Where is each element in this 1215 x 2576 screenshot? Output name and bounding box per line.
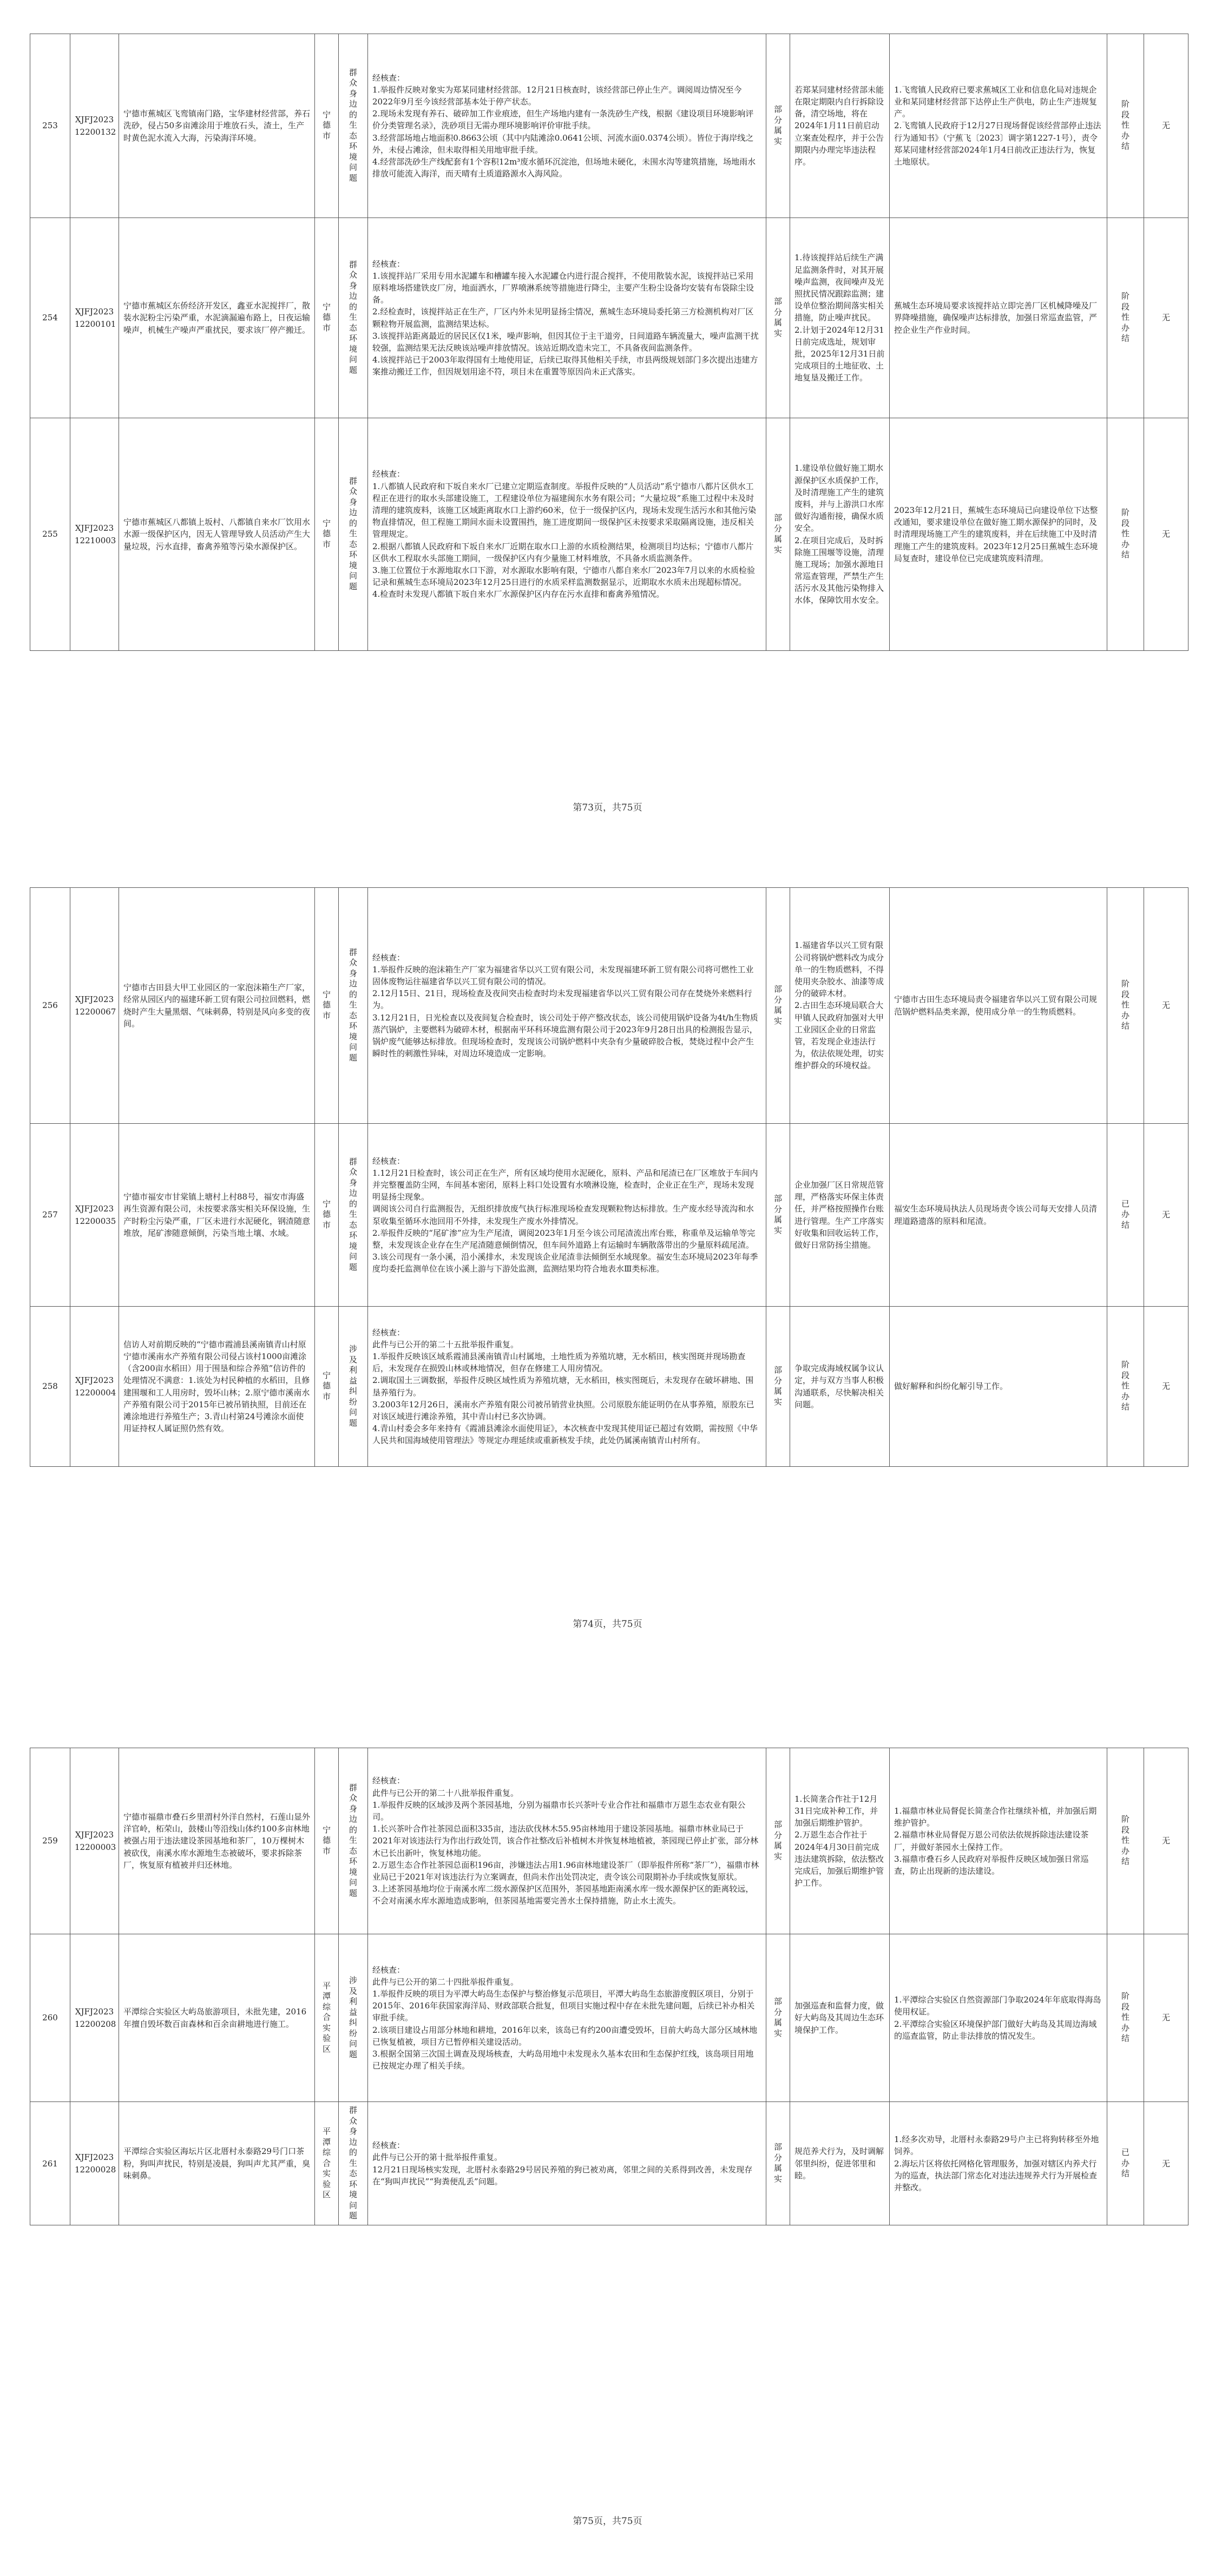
- accountability: 无: [1144, 34, 1188, 218]
- row-number: 257: [30, 1124, 70, 1307]
- complaint-description: 宁德市古田县大甲工业园区的一家泡沫箱生产厂家，经常从园区内的福建环新工贸有限公司拉回燃料，燃烧时产生大量黑烟、气味刺鼻，特别是风向多变的夜间。: [119, 888, 315, 1124]
- completion-stage: 阶段性办结: [1121, 1814, 1129, 1867]
- case-code: XJFJ2023 12200132: [70, 34, 119, 218]
- case-code: XJFJ2023 12200004: [70, 1307, 119, 1467]
- investigation-detail: 经核查： 此件与已公开的第二十五批举报件重复。 1.举报件反映该区域系霞浦县溪南镇青山村属地，土地性质为养殖坑塘，无水稻田，核实图斑并现场勘查后，未发现存在损毁山林或林地情况，但存在修建工人用房情况。 2.调取国土三调数据，举报件反映区域性质为养殖坑塘，无水稻田，核实图斑后，未发现存在破坏耕地、围垦养殖行为。 3.2003年12月26日，溪南水产养殖有限公司被吊销营业执照。公司原股东能证明仍在从事养殖，原股东已对该区域进行滩涂养殖，其中青山村已多次协调。 4.青山村委会多年来持有《霞浦县滩涂水面使用证》，本次核查中发现其使用证已超过有效期，需按照《中华人民共和国海域使用管理法》等规定办理延续或重新核发手续，此处仍属溪南镇青山村所有。: [368, 1307, 766, 1467]
- completion-stage: 已办结: [1121, 1198, 1129, 1230]
- case-code: XJFJ2023 12200101: [70, 218, 119, 418]
- table-row: [30, 34, 1188, 218]
- completion-stage: 阶段性办结: [1121, 1991, 1129, 2044]
- table-row: [30, 1124, 1188, 1307]
- table-row: [30, 888, 1188, 1124]
- investigation-detail: 经核查： 此件与已公开的第十批举报件重复。 12月21日现场核实发现，北厝村永泰路29号居民养殖的狗已被劝离，邻里之间的关系得到改善，未发现存在“狗叫声扰民”“狗粪便乱丢”问题。: [368, 2102, 766, 2225]
- issue-type: 涉及利益纠纷问题: [349, 1344, 357, 1428]
- verification-status: 部分属实: [773, 1820, 782, 1861]
- city: 宁德市: [322, 1370, 331, 1401]
- rectification-measures: 规范养犬行为，及时调解邻里纠纷，促进邻里和睦。: [790, 2102, 890, 2225]
- page-footer: 第73页，共75页: [573, 802, 642, 813]
- investigation-detail: 经核查： 1.举报件反映对象实为郑某同建材经营部。12月21日核查时，该经营部已停止生产。调阅周边情况至今2022年9月至今该经营部基本处于停产状态。 2.现场未发现有养石、破碎加工作业痕迹，但生产场地内建有一条洗砂生产线，根据《建设项目环境影响评价分类管理名录》，洗砂项目无需办理环境影响评价审批手续。 3.经营部场地占地面积0.8663公顷（其中内陆滩涂0.0641公顷、河流水面0.0374公顷）。皆位于海岸线之外，未侵占滩涂，但未取得相关用地审批手续。 4.经营部洗砂生产线配套有1个容积12m³废水循环沉淀池，但场地未硬化，未围水沟等建筑措施，场地雨水排放可能流入海洋，而天晴有土质道路源水入海风险。: [368, 34, 766, 218]
- table-row: [30, 2102, 1188, 2225]
- issue-type: 群众身边的生态环境问题: [349, 67, 357, 183]
- handling-result: 宁德市古田生态环境局责令福建省华以兴工贸有限公司规范锅炉燃料品类来源，使用成分单一的生物质燃料。: [890, 888, 1107, 1124]
- table-section-page-75: [30, 1748, 1188, 2225]
- complaint-description: 宁德市蕉城区飞鸾镇南门路，宝华建材经营部，养石洗砂，侵占50多亩滩涂用于堆放石头，渣土，生产时黄色泥水流入大海，污染海洋环境。: [119, 34, 315, 218]
- verification-status: 部分属实: [773, 984, 782, 1026]
- handling-result: 做好解释和纠纷化解引导工作。: [890, 1307, 1107, 1467]
- rectification-measures: 1.福建省华以兴工贸有限公司将锅炉燃料改为成分单一的生物质燃料，不得使用夹杂胶水、油漆等成分的破碎木材。 2.古田生态环境局联合大甲镇人民政府加强对大甲工业园区企业的日常监管，若发现企业违法行为，依法依规处理，切实维护群众的环境权益。: [790, 888, 890, 1124]
- complaint-table: [30, 1748, 1188, 2225]
- city: 宁德市: [322, 989, 331, 1020]
- issue-type: 群众身边的生态环境问题: [349, 476, 357, 591]
- row-number: 260: [30, 1934, 70, 2102]
- rectification-measures: 企业加强厂区日常规范管理，严格落实环保主体责任，并严格按照操作台账进行管理。生产工序落实好收集和回收运转工作，做好日常防扬尘措施。: [790, 1124, 890, 1307]
- completion-stage: 阶段性办结: [1121, 979, 1129, 1031]
- row-number: 255: [30, 418, 70, 651]
- row-number: 256: [30, 888, 70, 1124]
- issue-type: 群众身边的生态环境问题: [349, 1782, 357, 1898]
- complaint-table: [30, 34, 1188, 651]
- accountability: 无: [1144, 418, 1188, 651]
- handling-result: 福安生态环境局执法人员现场责令该公司每天安排人员清理道路遗落的原料和尾渣。: [890, 1124, 1107, 1307]
- row-number: 258: [30, 1307, 70, 1467]
- row-number: 259: [30, 1748, 70, 1934]
- issue-type: 群众身边的生态环境问题: [349, 947, 357, 1063]
- investigation-detail: 经核查： 此件与已公开的第二十四批举报件重复。 1.举报件反映的项目为平潭大屿岛生态保护与整治修复示范项目，平潭大屿岛生态旅游度假区项目，分别于2015年、2016年获国家海洋局、财政部联合批复，但项目实施过程中存在未批先建问题，后续已补办相关审批手续。 2.该项目建设占用部分林地和耕地，2016年以来，该岛已有约200亩遭受毁坏，目前大屿岛大部分区域林地已恢复植被，项目方已暂停相关建设活动。 3.根据全国第三次国土调查及现场核查，大屿岛用地中未发现永久基本农田和生态保护红线，该岛项目用地已按规定办理了相关手续。: [368, 1934, 766, 2102]
- verification-status: 部分属实: [773, 297, 782, 338]
- completion-stage: 阶段性办结: [1121, 1360, 1129, 1412]
- row-number: 254: [30, 218, 70, 418]
- investigation-detail: 经核查： 此件与已公开的第二十八批举报件重复。 1.举报件反映的区域涉及两个茶园基地，分别为福鼎市长兴茶叶专业合作社和福鼎市万恩生态农业有限公司。 1.长兴茶叶合作社茶园总面积335亩，违法砍伐林木55.95亩林地用于建设茶园基地。福鼎市林业局已于2021年对该违法行为作出行政处罚，该合作社整改后补植树木并恢复林地植被，茶园现已停止扩张，部分林木已长出新叶，恢复林地功能。 2.万恩生态合作社茶园总面积196亩，涉嫌违法占用1.96亩林地建设茶厂（即举报件所称“茶厂”），福鼎市林业局已于2021年对该违法行为立案调查，但尚未作出处罚决定，责令该公司限期补办手续或恢复原状。 3.上述茶园基地均位于南溪水库二级水源保护区范围外，茶园基地距南溪水库一级水源保护区的距离较远，不会对南溪水库水源地造成影响，但茶园基地需要完善水土保持措施，防止水土流失。: [368, 1748, 766, 1934]
- rectification-measures: 争取完成海域权属争议认定，并与双方当事人积极沟通联系，尽快解决相关问题。: [790, 1307, 890, 1467]
- rectification-measures: 加强巡查和监督力度，做好大屿岛及其周边生态环境保护工作。: [790, 1934, 890, 2102]
- city: 平潭综合实验区: [322, 1980, 331, 2054]
- accountability: 无: [1144, 888, 1188, 1124]
- verification-status: 部分属实: [773, 2142, 782, 2184]
- rectification-measures: 1.建设单位做好施工期水源保护区水质保护工作，及时清理施工产生的建筑废料，并与上游洪口水库做好沟通衔接，确保水质安全。 2.在项目完成后，及时拆除施工围堰等设施，清理施工现场；加强水源地日常巡查管理，严禁生产生活污水及其他污染物排入水体，保障饮用水安全。: [790, 418, 890, 651]
- row-number: 253: [30, 34, 70, 218]
- issue-type: 群众身边的生态环境问题: [349, 259, 357, 375]
- rectification-measures: 1.长简垄合作社于12月31日完成补种工作，并加强后期维护管护。 2.万恩生态合作社于2024年4月30日前完成违法建筑拆除，依法整改完成后，加强后期维护管护工作。: [790, 1748, 890, 1934]
- verification-status: 部分属实: [773, 1194, 782, 1235]
- row-number: 261: [30, 2102, 70, 2225]
- completion-stage: 已办结: [1121, 2147, 1129, 2178]
- complaint-description: 宁德市蕉城区东侨经济开发区，鑫亚水泥搅拌厂，散装水泥粉尘污染严重，水泥滴漏遍布路上，日夜运输噪声，机械生产噪声严重扰民，要求该厂停产搬迁。: [119, 218, 315, 418]
- issue-type: 群众身边的生态环境问题: [349, 2105, 357, 2221]
- complaint-description: 宁德市福安市甘棠镇上塘村上村88号，福安市海盛再生资源有限公司，未按要求落实相关环保设施，生产时粉尘污染严重，厂区未进行水泥硬化，钢渣随意堆放，尾矿渗随意倾倒，污染当地土壤、水域。: [119, 1124, 315, 1307]
- city: 平潭综合实验区: [322, 2126, 331, 2199]
- complaint-description: 平潭综合实验区大屿岛旅游项目，未批先建，2016年擅自毁坏数百亩森林和百余亩耕地进行施工。: [119, 1934, 315, 2102]
- handling-result: 1.经多次劝导，北厝村永泰路29号户主已将狗转移至外地饲养。 2.海坛片区将依托网格化管理服务，加强对辖区内养犬行为的巡查，执法部门常态化对违法违规养犬行为开展检查并整改。: [890, 2102, 1107, 2225]
- table-section-page-73: [30, 34, 1188, 651]
- complaint-description: 信访人对前期反映的“宁德市霞浦县溪南镇青山村原宁德市溪南水产养殖有限公司侵占该村1000亩滩涂（含200亩水稻田）用于围垦和综合养殖”信访件的处理情况不满意：1.该处为村民种植的水稻田，且修建围堰和工人用房时，毁坏山林；2.原宁德市溪南水产养殖有限公司于2015年已被吊销执照，目前还在滩涂地进行养殖生产；3.青山村第24号滩涂水面使用证持权人属证照仍然有效。: [119, 1307, 315, 1467]
- case-code: XJFJ2023 12210003: [70, 418, 119, 651]
- case-code: XJFJ2023 12200003: [70, 1748, 119, 1934]
- completion-stage: 阶段性办结: [1121, 291, 1129, 344]
- handling-result: 1.福鼎市林业局督促长简垄合作社继续补植，并加强后期维护管护。 2.福鼎市林业局督促万恩公司依法依规拆除违法建设茶厂，并做好茶园水土保持工作。 3.福鼎市叠石乡人民政府对举报件反映区域加强日常巡查，防止出现新的违法建设。: [890, 1748, 1107, 1934]
- investigation-detail: 经核查： 1.八都镇人民政府和下坂自来水厂已建立定期巡查制度。举报件反映的“人员活动”系宁德市八都片区供水工程正在进行的取水头部建设施工，工程建设单位为福建闽东水务有限公司；“大量垃圾”系施工过程中未及时清理的建筑废料，该施工区域距离取水口上游约60米，位于一级保护区内，现场未发现生活污水和其他污染物直排情况，但工程施工期间水面未设置围挡，施工进度期间一级保护区未按要求采取隔离设施，违反相关管理规定。 2.根据八都镇人民政府和下坂自来水厂近期在取水口上游的水质检测结果，检测项目均达标；宁德市八都片区供水工程取水头部施工期间，一级保护区内有少量施工材料堆放，不具备水质监测条件。 3.施工位置位于水源地取水口下游，对水源取水影响有限，宁德市八都自来水厂2023年7月以来的水质检验记录和蕉城生态环境局2023年12月25日进行的水质采样监测数据显示，近期取水水质未出现超标情况。 4.检查时未发现八都镇下坂自来水厂水源保护区内存在污水直排和畜禽养殖情况。: [368, 418, 766, 651]
- accountability: 无: [1144, 1748, 1188, 1934]
- table-section-page-74: [30, 887, 1188, 1467]
- city: 宁德市: [322, 301, 331, 333]
- accountability: 无: [1144, 1934, 1188, 2102]
- table-row: [30, 1748, 1188, 1934]
- completion-stage: 阶段性办结: [1121, 508, 1129, 560]
- verification-status: 部分属实: [773, 104, 782, 146]
- investigation-detail: 经核查： 1.举报件反映的泡沫箱生产厂家为福建省华以兴工贸有限公司，未发现福建环新工贸有限公司将可燃性工业固体废物运往福建省华以兴工贸有限公司的情况。 2.12月15日、21日，现场检查及夜间突击检查时均未发现福建省华以兴工贸有限公司存在焚烧外来燃料行为。 3.12月21日，日光检查以及夜间复合检查时，该公司处于停产整改状态，该公司使用锅炉设备为4t/h生物质蒸汽锅炉，主要燃料为破碎木材，根据南平环科环境监测有限公司于2023年9月28日出具的检测报告显示，锅炉废气能够达标排放。但现场检查时，发现该公司锅炉燃料中夹杂有少量破碎胶合板，焚烧过程中会产生瞬时性的刺激性异味，对周边环境造成一定影响。: [368, 888, 766, 1124]
- verification-status: 部分属实: [773, 1997, 782, 2038]
- page-footer: 第75页，共75页: [573, 2516, 642, 2527]
- table-row: [30, 1307, 1188, 1467]
- investigation-detail: 经核查： 1.12月21日检查时，该公司正在生产，所有区域均使用水泥硬化，原料、产品和尾渣已在厂区堆放于车间内并完整覆盖防尘网，车间基本密闭，原料上料口处设置有水喷淋设施，检查时，企业正在生产，现场未发现明显扬尘现象。 调阅该公司自行监测报告，无组织排放废气执行标准现场检查发现颗粒物达标排放。生产废水经导流沟和水泵收集至循环水池回用不外排，未发现生产废水外排情况。 2.举报件反映的“尾矿渗”应为生产尾渣，调阅2023年1月至今该公司尾渣流出库台账，称重单及运输单等完整，未发现该企业存在生产尾渣随意倾倒情况，但车间外道路上有运输时车辆散落带出的少量原料疏尾渣。 3.该公司现有一条小溪，沿小溪排水，未发现该企业尾渣非法倾倒至水域现象。福安生态环境局2023年每季度均委托监测单位在该小溪上游与下游处监测，监测结果均符合地表水Ⅲ类标准。: [368, 1124, 766, 1307]
- case-code: XJFJ2023 12200067: [70, 888, 119, 1124]
- handling-result: 1.平潭综合实验区自然资源部门争取2024年年底取得海岛使用权证。 2.平潭综合实验区环境保护部门做好大屿岛及其周边海域的巡查监管，防止非法排放的情况发生。: [890, 1934, 1107, 2102]
- accountability: 无: [1144, 1307, 1188, 1467]
- rectification-measures: 1.待该搅拌站后续生产满足监测条件时，对其开展噪声监测，夜间噪声及光照扰民情况跟踪监测；建设单位整治期间落实相关措施，防止噪声扰民。 2.计划于2024年12月31日前完成选址，规划审批，2025年12月31日前完成项目的土地征收、土地复垦及搬迁工作。: [790, 218, 890, 418]
- verification-status: 部分属实: [773, 1365, 782, 1407]
- complaint-table: [30, 887, 1188, 1467]
- verification-status: 部分属实: [773, 513, 782, 555]
- city: 宁德市: [322, 518, 331, 549]
- case-code: XJFJ2023 12200028: [70, 2102, 119, 2225]
- issue-type: 群众身边的生态环境问题: [349, 1156, 357, 1272]
- completion-stage: 阶段性办结: [1121, 99, 1129, 151]
- table-row: [30, 418, 1188, 651]
- city: 宁德市: [322, 1198, 331, 1230]
- case-code: XJFJ2023 12200208: [70, 1934, 119, 2102]
- investigation-detail: 经核查： 1.该搅拌站厂采用专用水泥罐车和槽罐车接入水泥罐仓内进行混合搅拌，不使用散装水泥，该搅拌站已采用原料堆场搭建铁皮厂房，地面洒水，厂界喷淋系统等措施进行降尘，主要产生粉尘设备均安装有布袋除尘设备。 2.经检查时，该搅拌站正在生产，厂区内外未见明显扬尘情况，蕉城生态环境局委托第三方检测机构对厂区颗粒物开展监测，监测结果达标。 3.该搅拌站距离最近的居民区仅1米，噪声影响，但因其位于主干道旁，日间道路车辆流量大，噪声监测干扰较强，监测结果无法反映该站噪声排放情况。该站近期改造未完工，不具备夜间监测条件。 4.该搅拌站已于2003年取得国有土地使用证，后续已取得其他相关手续，市县两级规划部门多次提出违建方案推动搬迁工作，但因规划用途不符，项目未在重置等原因尚未正式落实。: [368, 218, 766, 418]
- complaint-description: 平潭综合实验区海坛片区北厝村永泰路29号门口茶粉，狗叫声扰民，特别是凌晨，狗叫声尤其严重，臭味刺鼻。: [119, 2102, 315, 2225]
- complaint-description: 宁德市蕉城区八都镇上坂村、八都镇自来水厂饮用水水源一级保护区内，因无人管理导致人员活动产生大量垃圾，污水直排，畜禽养殖等污染水源保护区。: [119, 418, 315, 651]
- issue-type: 涉及利益纠纷问题: [349, 1975, 357, 2059]
- rectification-measures: 若郑某同建材经营部未能在限定期限内自行拆除设备，清空场地，将在2024年1月11日前启动立案查处程序，并于公告期限内办理完毕违法程序。: [790, 34, 890, 218]
- table-row: [30, 1934, 1188, 2102]
- handling-result: 2023年12月21日，蕉城生态环境局已向建设单位下达整改通知，要求建设单位在做好施工期水源保护的同时，及时清理现场施工产生的建筑废料，并在后续施工中及时清理施工产生的建筑废料。2023年12月25日蕉城生态环境局复查时，建设单位已完成建筑废料清理。: [890, 418, 1107, 651]
- complaint-description: 宁德市福鼎市叠石乡里渭村外洋自然村，石莲山显外洋官岭，柘荣山，鼓楼山等沿线山体约100多亩林地被强占用于违法建设茶园基地和茶厂，10万棵树木被砍伐，南溪水库水源地生态被破坏，要求拆除茶厂，恢复原有植被并归还林地。: [119, 1748, 315, 1934]
- city: 宁德市: [322, 109, 331, 141]
- handling-result: 1.飞鸾镇人民政府已要求蕉城区工业和信息化局对违规企业和某同建材经营部下达停止生产供电，防止生产违规复产。 2.飞鸾镇人民政府于12月27日现场督促该经营部停止违法行为通知书》（宁蕉飞〔2023〕调字第1227-1号），责令郑某同建材经营部2024年1月4日前改正违法行为，恢复土地原状。: [890, 34, 1107, 218]
- table-row: [30, 218, 1188, 418]
- city: 宁德市: [322, 1824, 331, 1856]
- case-code: XJFJ2023 12200035: [70, 1124, 119, 1307]
- accountability: 无: [1144, 1124, 1188, 1307]
- handling-result: 蕉城生态环境局要求该搅拌站立即完善厂区机械降噪及厂界降噪措施，确保噪声达标排放，加强日常巡查监管，严控企业生产作业时间。: [890, 218, 1107, 418]
- page-footer: 第74页，共75页: [573, 1619, 642, 1630]
- accountability: 无: [1144, 2102, 1188, 2225]
- accountability: 无: [1144, 218, 1188, 418]
